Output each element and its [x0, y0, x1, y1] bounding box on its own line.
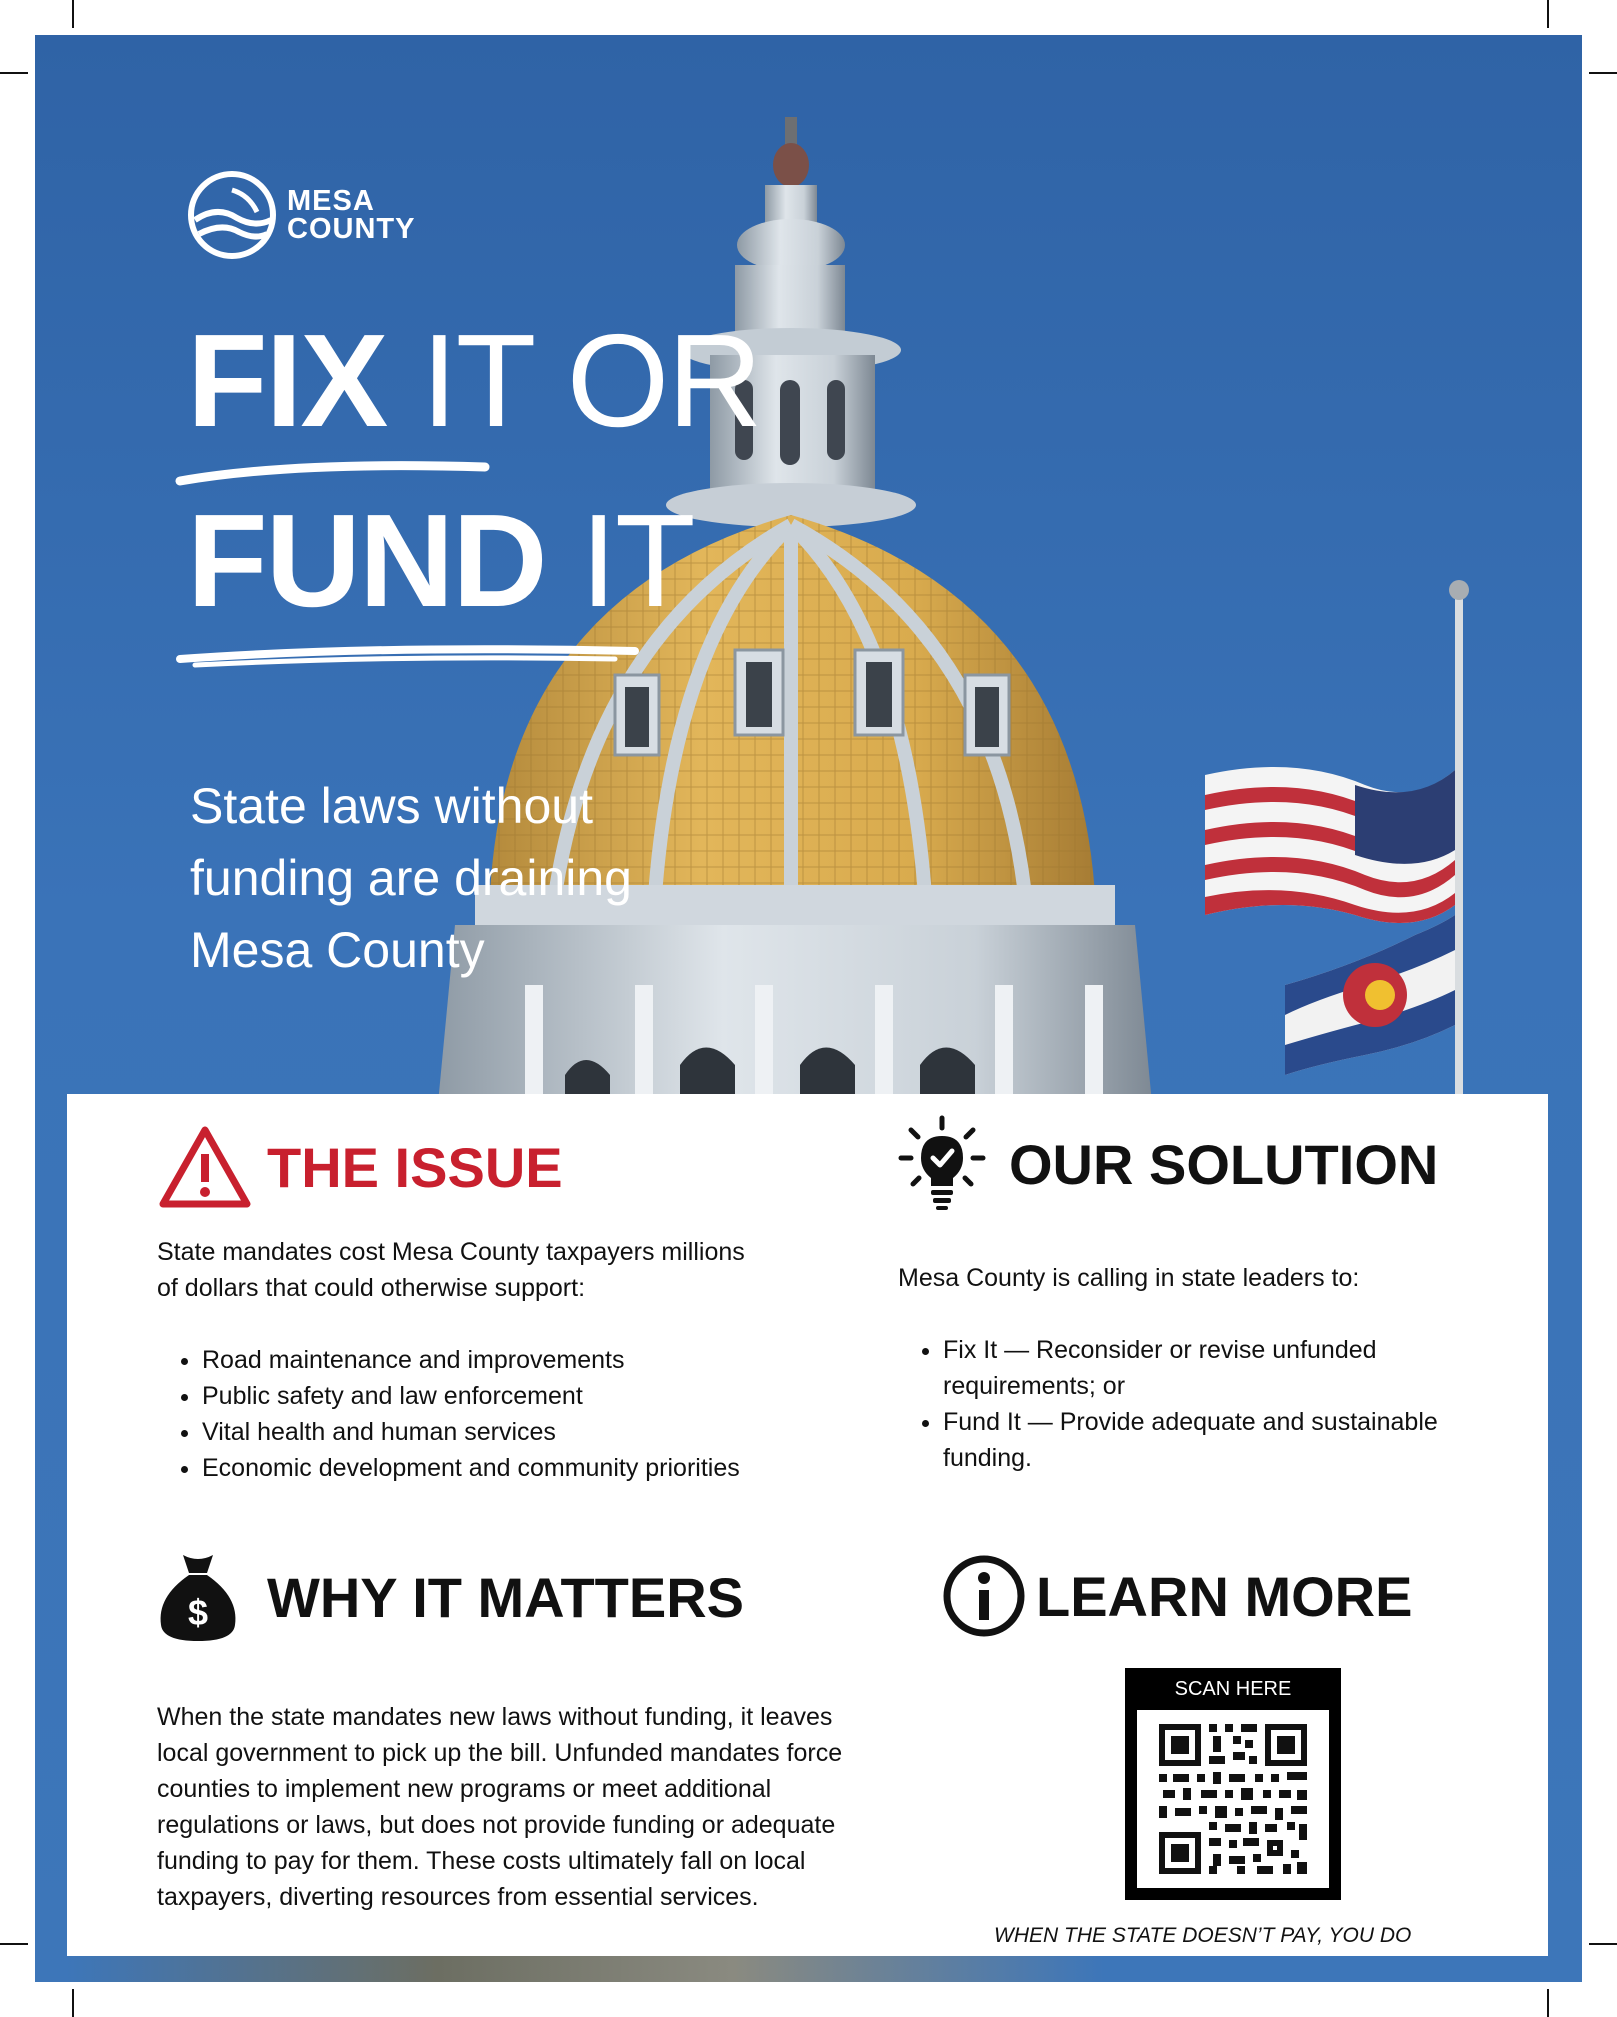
headline-line-2	[187, 487, 694, 634]
solution-title: OUR SOLUTION	[1009, 1132, 1439, 1196]
crop-mark	[1589, 1943, 1617, 1945]
matters-heading	[157, 1549, 744, 1645]
warning-icon	[157, 1124, 253, 1210]
logo-line-1: MESA	[287, 185, 375, 217]
crop-mark	[1547, 1989, 1549, 2017]
matters-body: When the state mandates new laws without funding, it leaves local government to pick up the bill. Unfunded mandates force counties to implement new programs or meet additional regulations or laws, but does not provide funding or adequate funding to pay for them. These costs ultimately fall on local taxpayers, diverting resources from essential services.	[157, 1703, 843, 1911]
headline-fund-word: FUND	[187, 487, 546, 634]
list-item: • Economic development and community priorities	[202, 1450, 757, 1486]
lightbulb-icon	[897, 1114, 987, 1214]
crop-mark	[1589, 72, 1617, 74]
list-item: • Vital health and human services	[202, 1414, 757, 1450]
fund-underline-stroke	[175, 635, 645, 675]
headline-fix-word: FIX	[187, 307, 387, 454]
issue-intro: State mandates cost Mesa County taxpayers millions of dollars that could otherwise support:	[157, 1238, 745, 1302]
colorado-flag-image	[1285, 915, 1455, 1075]
qr-code-box[interactable]	[1125, 1668, 1341, 1900]
flyer-poster	[35, 35, 1582, 1982]
qr-code-area	[1137, 1710, 1329, 1888]
issue-title: THE ISSUE	[267, 1135, 563, 1199]
list-item: • Fix It — Reconsider or revise unfunded requirements; or	[943, 1332, 1488, 1404]
crop-mark	[72, 1989, 74, 2017]
logo-line-2: COUNTY	[287, 213, 416, 245]
qr-scan-label: SCAN HERE	[1174, 1678, 1292, 1700]
money-bag-icon	[157, 1549, 239, 1645]
issue-list	[157, 1342, 757, 1486]
mesa-county-logo-icon	[187, 170, 277, 260]
list-item: • Public safety and law enforcement	[202, 1378, 757, 1414]
issue-body	[157, 1234, 757, 1486]
crop-mark	[1547, 0, 1549, 28]
svg-text:$: $	[187, 1592, 209, 1633]
crop-mark	[0, 72, 28, 74]
bottom-photo-strip	[67, 1956, 1548, 1982]
crop-mark	[72, 0, 74, 28]
solution-list	[898, 1332, 1488, 1476]
headline-it-word: IT	[580, 487, 694, 634]
solution-heading	[897, 1114, 1438, 1214]
headline-it-or-words: IT OR	[421, 307, 761, 454]
learn-heading	[942, 1554, 1412, 1638]
issue-heading	[157, 1124, 563, 1210]
tagline-text: WHEN THE STATE DOESN’T PAY, YOU DO	[994, 1924, 1412, 1947]
subhead-text: State laws without funding are draining Mesa County	[190, 778, 632, 978]
list-item: • Fund It — Provide adequate and sustainable funding.	[943, 1404, 1488, 1476]
headline-line-1	[187, 307, 761, 454]
matters-title: WHY IT MATTERS	[267, 1565, 745, 1629]
list-item: • Road maintenance and improvements	[202, 1342, 757, 1378]
us-flag-image	[1205, 767, 1455, 923]
learn-title: LEARN MORE	[1036, 1564, 1413, 1628]
solution-intro: Mesa County is calling in state leaders to:	[898, 1264, 1360, 1292]
solution-body	[898, 1260, 1488, 1476]
info-icon	[942, 1554, 1026, 1638]
crop-mark	[0, 1943, 28, 1945]
mesa-county-logo	[187, 170, 415, 260]
qr-code-icon[interactable]	[1137, 1710, 1329, 1888]
